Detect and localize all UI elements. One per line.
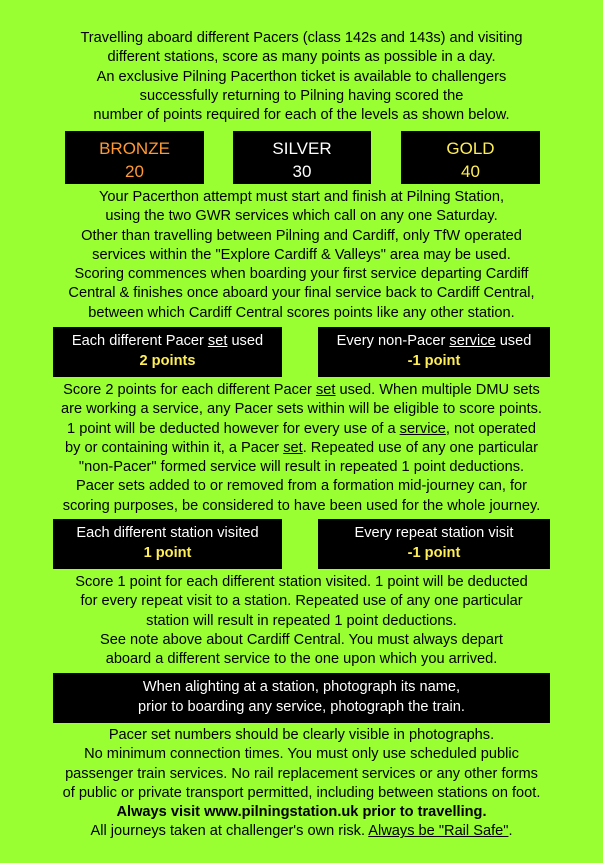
score-points: 2 points bbox=[139, 352, 196, 369]
score-points: 1 point bbox=[143, 544, 192, 561]
station-line: Score 1 point for each different station visited. 1 point will be deducted bbox=[75, 574, 528, 590]
intro-line: number of points required for each of the levels as shown below. bbox=[93, 107, 510, 124]
non-pacer-score-box bbox=[318, 327, 550, 377]
repeat-station-score-box bbox=[318, 519, 550, 569]
level-silver-box bbox=[233, 131, 371, 184]
pacer-line: by or containing within it, a Pacer set. Repeated use of any one particular bbox=[65, 439, 538, 456]
footer-line: Pacer set numbers should be clearly visible in photographs. bbox=[108, 727, 495, 743]
rules-line: services within the "Explore Cardiff & Valleys" area may be used. bbox=[92, 246, 511, 263]
pacer-line: 1 point will be deducted however for every use of a service, not operated bbox=[67, 420, 536, 437]
score-points: -1 point bbox=[407, 352, 461, 369]
intro-paragraph bbox=[0, 29, 603, 125]
footer-line: All journeys taken at challenger's own risk. Always be "Rail Safe". bbox=[90, 823, 513, 840]
footer-line: of public or private transport permitted, including between stations on foot. bbox=[62, 784, 541, 801]
rules-line: Other than travelling between Pilning and Cardiff, only TfW operated bbox=[81, 227, 522, 244]
level-points: 20 bbox=[125, 162, 144, 181]
score-label: Every repeat station visit bbox=[354, 525, 514, 541]
rules-line: Your Pacerthon attempt must start and finish at Pilning Station, bbox=[98, 189, 505, 205]
score-points: -1 point bbox=[407, 544, 461, 561]
rules-paragraph bbox=[0, 188, 603, 323]
photo-note-box bbox=[53, 673, 550, 723]
intro-line: different stations, score as many points as possible in a day. bbox=[107, 49, 496, 66]
pacer-line: "non-Pacer" formed service will result in repeated 1 point deductions. bbox=[78, 459, 525, 476]
station-line: aboard a different service to the one upon which you arrived. bbox=[105, 651, 498, 668]
rules-line: using the two GWR services which call on any one Saturday. bbox=[105, 208, 498, 225]
pacer-line: scoring purposes, be considered to have been used for the whole journey. bbox=[62, 497, 541, 514]
level-name: SILVER bbox=[272, 139, 332, 158]
photo-note-line: prior to boarding any service, photograph the train. bbox=[138, 698, 465, 715]
score-label: Each different station visited bbox=[76, 525, 259, 541]
intro-line: An exclusive Pilning Pacerthon ticket is available to challengers bbox=[96, 68, 507, 85]
pacer-set-score-box bbox=[53, 327, 282, 377]
footer-line: No minimum connection times. You must only use scheduled public bbox=[84, 746, 519, 763]
station-paragraph bbox=[0, 573, 603, 669]
footer-line: passenger train services. No rail replacement services or any other forms bbox=[65, 765, 538, 782]
rules-line: between which Cardiff Central scores points like any other station. bbox=[88, 304, 515, 321]
level-gold-box bbox=[401, 131, 540, 184]
pacer-line: Pacer sets added to or removed from a formation mid-journey can, for bbox=[76, 478, 527, 495]
intro-line: Travelling aboard different Pacers (class 142s and 143s) and visiting bbox=[80, 30, 523, 46]
station-line: See note above about Cardiff Central. You must always depart bbox=[100, 631, 503, 648]
level-bronze-box bbox=[65, 131, 204, 184]
rail-safe-link[interactable]: Always be "Rail Safe" bbox=[368, 823, 509, 840]
level-name: BRONZE bbox=[99, 139, 170, 158]
pacer-line: Score 2 points for each different Pacer set used. When multiple DMU sets bbox=[63, 382, 540, 398]
rules-line: Scoring commences when boarding your first service departing Cardiff bbox=[74, 266, 529, 283]
photo-note-line: When alighting at a station, photograph its name, bbox=[142, 679, 461, 695]
rules-line: Central & finishes once aboard your final service back to Cardiff Central, bbox=[68, 285, 535, 302]
pacer-paragraph bbox=[0, 381, 603, 516]
footer-paragraph bbox=[0, 726, 603, 842]
intro-line: successfully returning to Pilning having scored the bbox=[139, 87, 464, 104]
station-line: for every repeat visit to a station. Repeated use of any one particular bbox=[80, 593, 523, 610]
station-visit-score-box bbox=[53, 519, 282, 569]
level-name: GOLD bbox=[446, 139, 495, 158]
website-notice: Always visit www.pilningstation.uk prior to travelling. bbox=[116, 804, 487, 821]
pacer-line: are working a service, any Pacer sets within will be eligible to score points. bbox=[60, 401, 542, 418]
score-label: Every non-Pacer service used bbox=[336, 333, 532, 349]
level-points: 40 bbox=[461, 162, 480, 181]
level-points: 30 bbox=[292, 162, 312, 181]
station-line: station will result in repeated 1 point deductions. bbox=[146, 612, 457, 629]
score-label: Each different Pacer set used bbox=[71, 333, 264, 349]
